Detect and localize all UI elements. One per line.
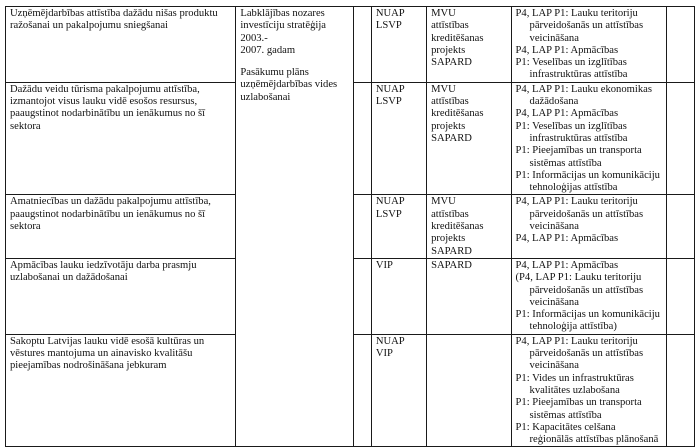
empty-cell [666,7,694,83]
fund-text: LSVP [375,96,402,108]
empty-cell [666,195,694,258]
plan-line: uzņēmējdarbības vides [240,79,338,91]
priority-cont: infrastruktūras attīstība [529,132,628,144]
priority-cell [511,195,666,258]
priority-head: P4, LAP P1: Apmācības [515,259,619,271]
empty-cell [666,82,694,195]
priority-head: P4, LAP P1: Lauku ekonomikas [515,83,652,95]
fund-text: VIP [375,259,393,271]
program-text: SAPARD [431,57,472,69]
program-text: MVU [431,196,456,208]
program-text: SAPARD [431,259,472,271]
priority-cont: pārveidošanās un attīstības veicināšana [529,348,644,372]
priority-head: P4, LAP P1: Lauku teritoriju [515,335,638,347]
fund-text: LSVP [375,20,402,32]
fund-text: NUAP [375,196,405,208]
empty-cell [354,258,372,334]
table-row [6,7,695,83]
priority-head: P1: Pieejamības un transporta [515,145,642,157]
strategy-line: investīciju stratēģija 2003.- [240,20,326,44]
program-text: projekts [431,44,466,56]
program-text: MVU [431,8,456,19]
strategy-line: 2007. gadam [240,44,296,56]
empty-cell [354,195,372,258]
measure-text: Uzņēmējdarbības attīstība dažādu nišas produktu ražošanai un pakalpojumu sniegšanai [10,8,218,32]
priority-head: P4, LAP P1: Apmācības [515,108,619,120]
program-text: attīstības [431,20,469,32]
priority-head: (P4, LAP P1: Lauku teritoriju [515,272,642,284]
fund-cell [371,82,426,195]
empty-cell [354,334,372,447]
priority-cont: pārveidošanās un attīstības veicināšana [529,284,644,308]
program-text: attīstības [431,96,469,108]
priority-head: P1: Vides un infrastruktūras [515,372,634,384]
fund-text: NUAP [375,8,405,19]
measure-cell [6,82,236,195]
measure-text: Dažādu veidu tūrisma pakalpojumu attīstība, izmantojot visus lauku vidē esošos resursus, paaugstinot nodarbinātību un ienākumus no šī sektora [10,83,206,132]
measure-cell [6,7,236,83]
program-text: projekts [431,233,466,245]
priority-cell [511,82,666,195]
priority-cell [511,258,666,334]
priority-cell [511,334,666,447]
strategy-line: Labklājības nozares [240,8,325,19]
measure-cell [6,195,236,258]
program-text: MVU [431,83,456,95]
measure-text: Apmācības lauku iedzīvotāju darba prasmju uzlabošanai un dažādošanai [10,259,197,284]
program-text: attīstības [431,208,469,220]
priority-cont: tehnoloģijas attīstība [529,182,618,194]
program-cell [427,334,511,447]
program-text: kreditēšanas [431,221,484,233]
fund-text: NUAP [375,335,405,347]
program-text: kreditēšanas [431,108,484,120]
program-cell [427,195,511,258]
plan-line: uzlabošanai [240,91,291,103]
measure-cell [6,258,236,334]
program-text: SAPARD [431,245,472,257]
priority-head: P1: Kapacitātes celšana [515,421,616,433]
priority-cell [511,7,666,83]
priority-head: P1: Pieejamības un transporta [515,397,642,409]
priority-head: P1: Veselības un izglītības [515,57,627,69]
priority-head: P1: Veselības un izglītības [515,120,627,132]
empty-cell [354,7,372,83]
priority-cont: dažādošana [529,96,579,108]
priority-cont: tehnoloģija attīstība) [529,321,617,333]
plan-line: Pasākumu plāns [240,67,309,79]
fund-text: VIP [375,348,393,360]
measure-text: Amatniecības un dažādu pakalpojumu attīstība, paaugstinot nodarbinātību un ienākumus no šī sektora [10,196,211,233]
program-text: SAPARD [431,132,472,144]
fund-text: NUAP [375,83,405,95]
fund-cell [371,7,426,83]
priority-head: P4, LAP P1: Apmācības [515,233,619,245]
priority-head: P1: Informācijas un komunikāciju [515,169,660,181]
priority-cont: sistēmas attīstība [529,409,602,421]
fund-cell [371,258,426,334]
priority-head: P4, LAP P1: Apmācības [515,44,619,56]
program-cell [427,258,511,334]
priority-cont: sistēmas attīstība [529,157,602,169]
priority-cont: kvalitātes uzlabošana [529,384,620,396]
priority-cont: infrastruktūras attīstība [529,69,628,81]
empty-cell [666,258,694,334]
priority-cont: pārveidošanās un attīstības veicināšana [529,20,644,44]
measure-text: Sakoptu Latvijas lauku vidē esošā kultūras un vēstures mantojuma un ainavisko kvalitāšu pieejamības nodrošināšana jebkuram [10,335,205,372]
program-text: projekts [431,120,466,132]
program-text: kreditēšanas [431,32,484,44]
fund-text: LSVP [375,208,402,220]
program-cell [427,7,511,83]
fund-cell [371,334,426,447]
empty-cell [354,82,372,195]
priority-head: P4, LAP P1: Lauku teritoriju [515,8,638,19]
priority-head: P1: Informācijas un komunikāciju [515,309,660,321]
measures-table [5,6,695,447]
fund-cell [371,195,426,258]
empty-cell [666,334,694,447]
strategy-cell [236,7,354,447]
program-cell [427,82,511,195]
priority-head: P4, LAP P1: Lauku teritoriju [515,196,638,208]
measure-cell [6,334,236,447]
priority-cont: pārveidošanās un attīstības veicināšana [529,208,644,233]
priority-cont: reģionālās attīstības plānošanā [529,434,659,446]
